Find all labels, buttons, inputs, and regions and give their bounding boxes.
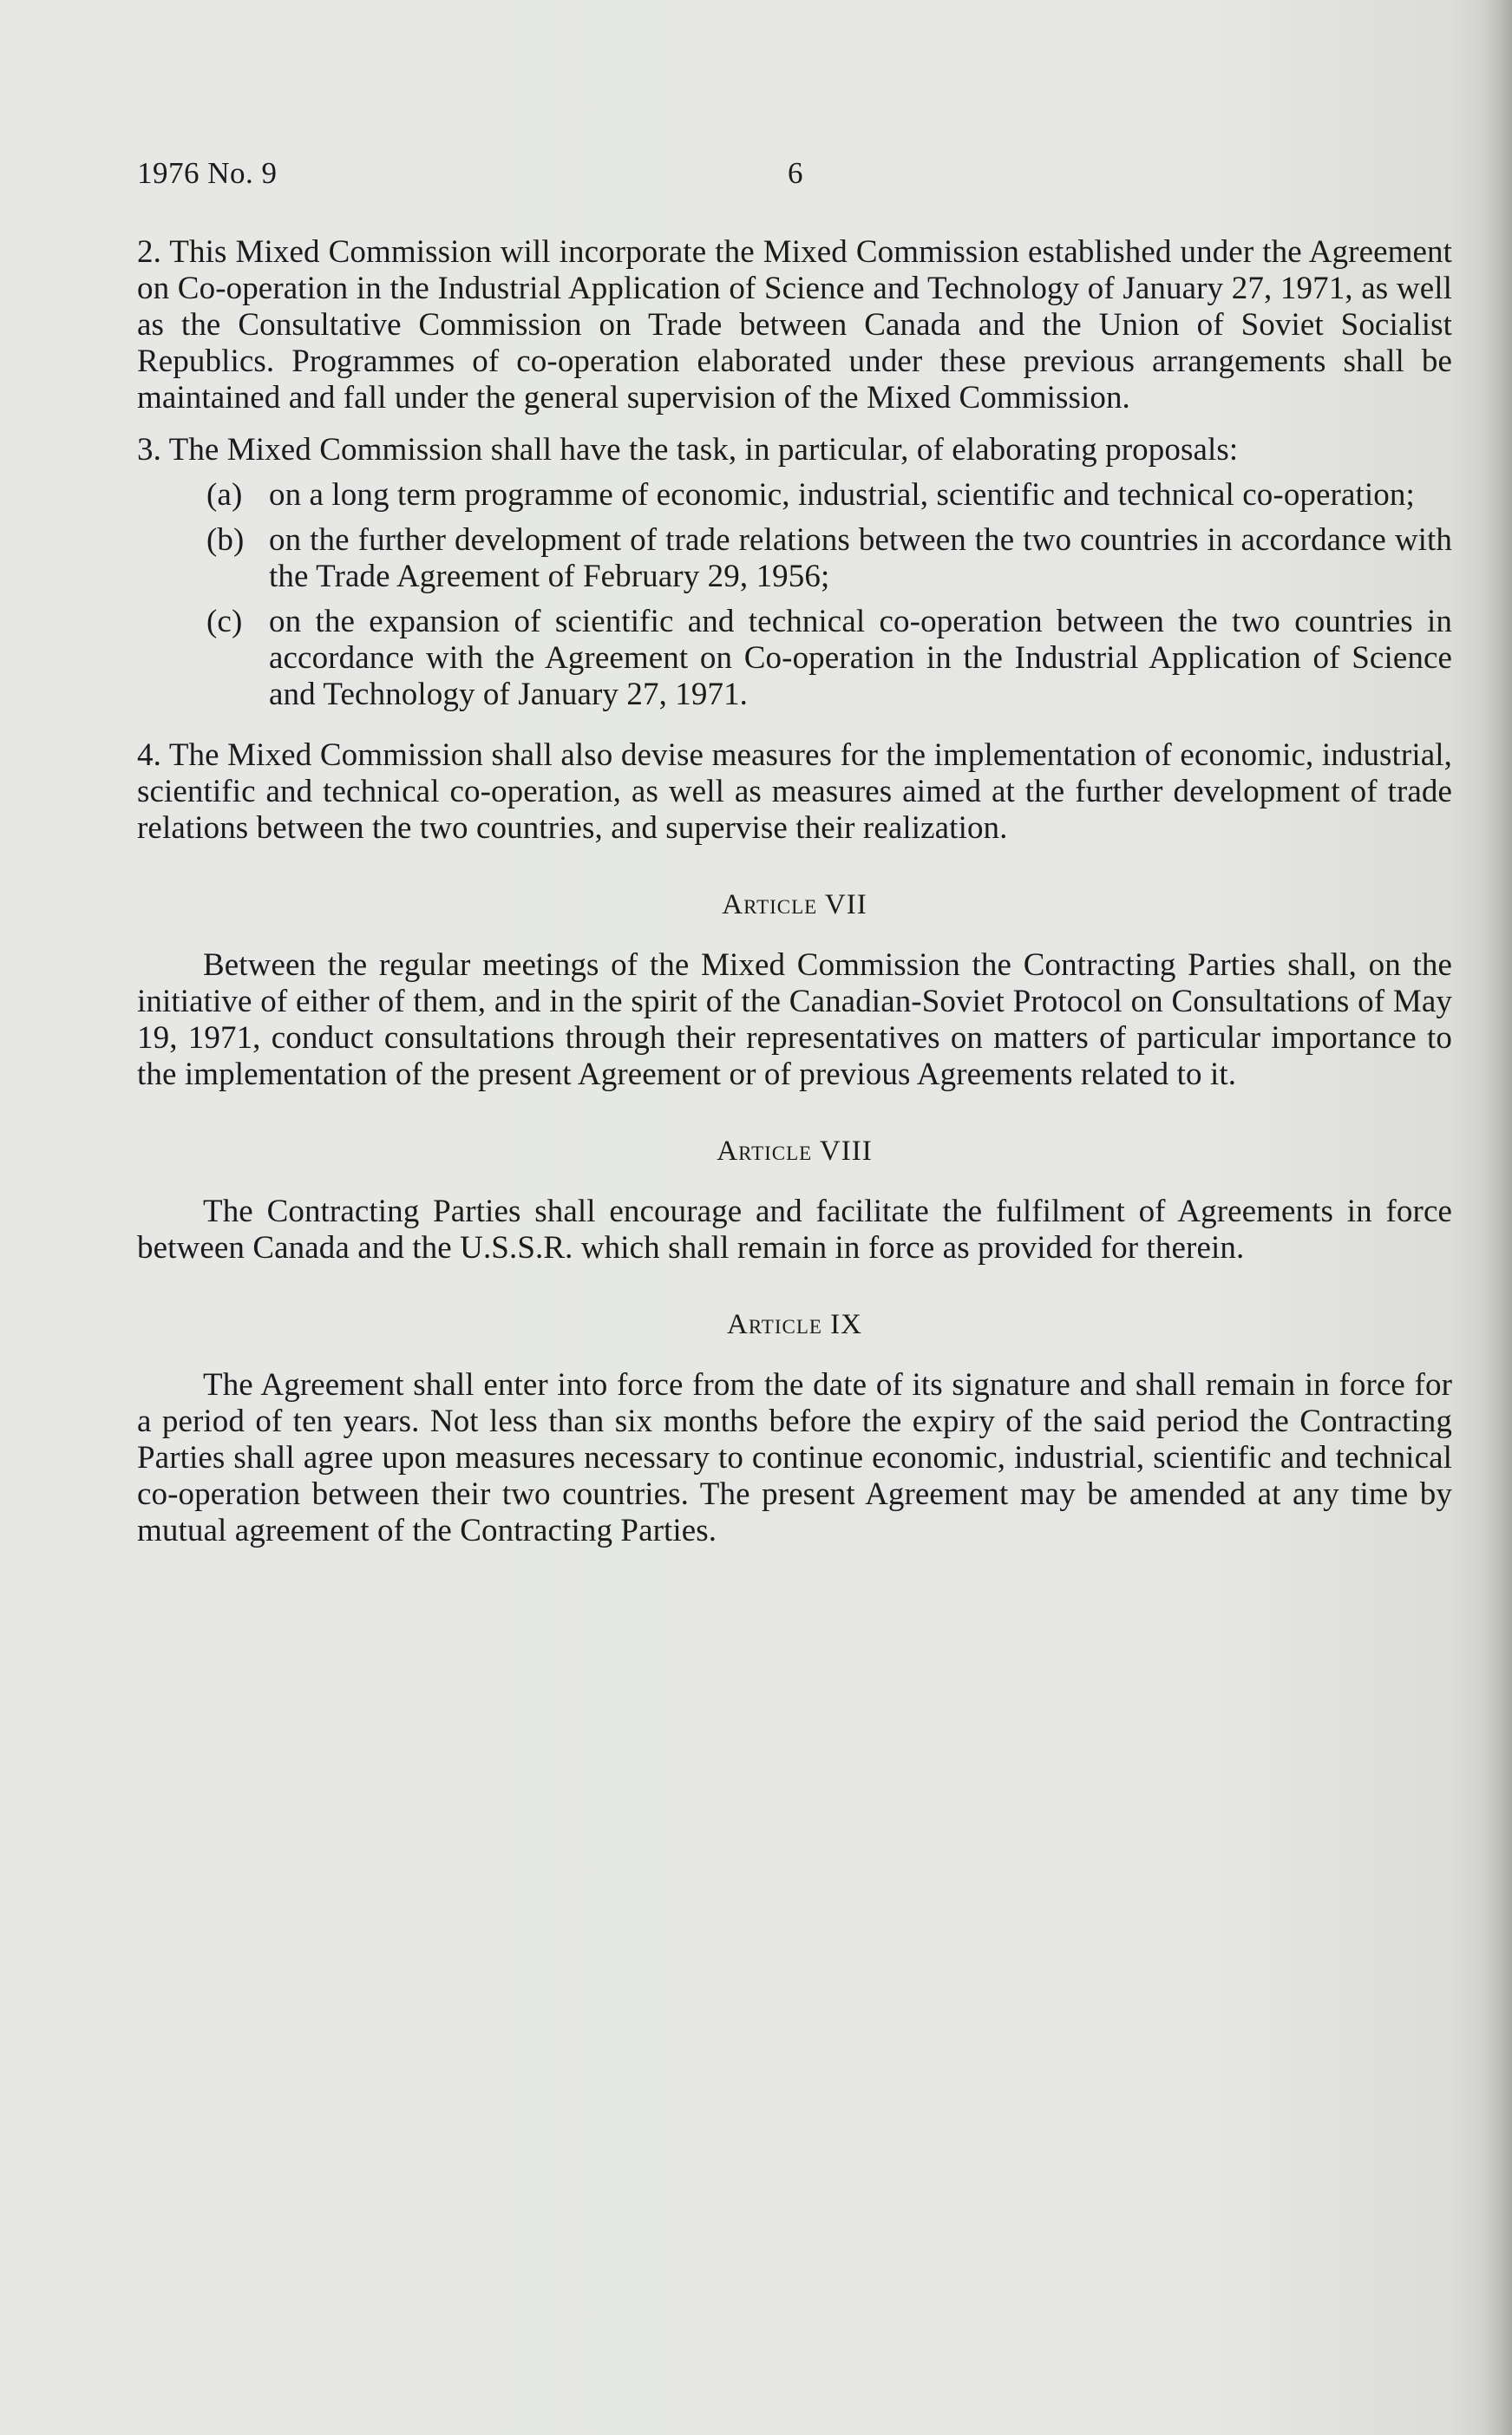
paragraph-3: 3. The Mixed Commission shall have the task, in particular, of elaborating proposals: [137, 432, 1239, 468]
paragraph-4: 4. The Mixed Commission shall also devise measures for the implementation of economic, industrial, scientific and technical co-operation, as well as measures aimed at the further development of trade relations between the two countries, and supervise their realization. [137, 737, 1452, 846]
list-item-letter: (c) [206, 604, 243, 639]
list-item [137, 604, 1452, 713]
article-text: The Contracting Parties shall encourage and facilitate the fulfilment of Agreements in force between Canada and the U.S.S.R. which shall remain in force as provided for therein. [137, 1194, 1452, 1266]
page-binding-shadow [1483, 0, 1512, 2435]
list-item [137, 522, 1452, 595]
list-item-text: on the expansion of scientific and technical co-operation between the two countries in accordance with the Agreement on Co-operation in the Industrial Application of Science and Technology of January 27, 1971. [269, 604, 1452, 712]
list-item-letter: (a) [206, 477, 243, 513]
article-text: Between the regular meetings of the Mixed Commission the Contracting Parties shall, on the initiative of either of them, and in the spirit of the Canadian-Soviet Protocol on Consultations of May 19, 1971, conduct consultations through their representatives on matters of particular importance to the implementation of the present Agreement or of previous Agreements related to it. [137, 947, 1452, 1092]
list-item [137, 477, 1452, 514]
page-number: 6 [788, 156, 803, 190]
document-body [137, 234, 1452, 1549]
list-item-text: on the further development of trade relations between the two countries in accordance with the Trade Agreement of February 29, 1956; [269, 522, 1452, 594]
article-heading: Article VIII [717, 1136, 873, 1167]
article-heading: Article VII [722, 889, 867, 920]
article-heading: Article IX [726, 1309, 862, 1340]
list-item-text: on a long term programme of economic, industrial, scientific and technical co-operation; [269, 477, 1415, 513]
document-number: 1976 No. 9 [137, 156, 278, 190]
list-item-letter: (b) [206, 522, 245, 558]
proposal-list [137, 477, 1452, 713]
article-text: The Agreement shall enter into force from the date of its signature and shall remain in force for a period of ten years. Not less than six months before the expiry of the said period the Contracting Parties shall agree upon measures necessary to continue economic, industrial, scientific and technical co-operation between their two countries. The present Agreement may be amended at any time by mutual agreement of the Contracting Parties. [137, 1367, 1452, 1548]
page-header [137, 156, 1456, 200]
paragraph-2: 2. This Mixed Commission will incorporate the Mixed Commission established under the Agreement on Co-operation in the Industrial Application of Science and Technology of January 27, 1971, as well as the Consultative Commission on Trade between Canada and the Union of Soviet Socialist Republics. Programmes of co-operation elaborated under these previous arrangements shall be maintained and fall under the general supervision of the Mixed Commission. [137, 234, 1452, 416]
